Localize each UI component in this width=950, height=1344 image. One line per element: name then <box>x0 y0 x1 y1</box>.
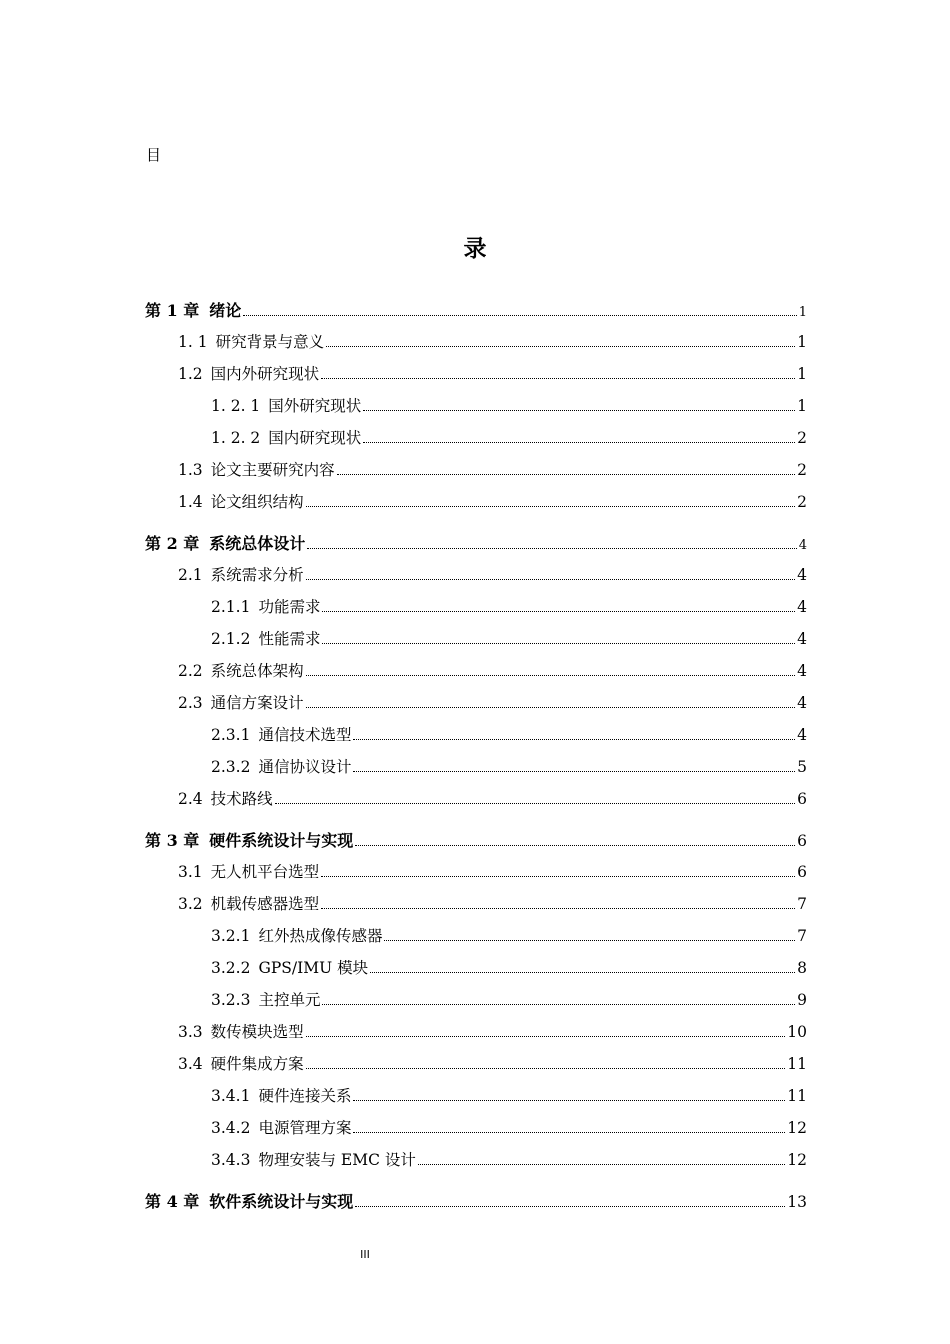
toc-dot-leader <box>353 1132 785 1133</box>
toc-dot-leader <box>306 707 795 708</box>
toc-entry[interactable] <box>178 860 807 882</box>
toc-entry-page: 4 <box>797 598 807 616</box>
toc-entry-number: 3.2.1 <box>211 927 251 945</box>
toc-entry-page: 5 <box>797 758 807 776</box>
toc-dot-leader <box>353 1100 785 1101</box>
toc-entry-page: 1 <box>798 305 807 320</box>
toc-entry-page: 9 <box>797 991 807 1009</box>
toc-entry-title: 硬件系统设计与实现 <box>209 831 354 850</box>
toc-entry[interactable] <box>178 892 807 914</box>
toc-entry-title: 电源管理方案 <box>258 1119 352 1137</box>
toc-dot-leader <box>353 739 795 740</box>
toc-entry-page: 6 <box>797 790 807 808</box>
toc-dot-leader <box>243 315 796 316</box>
toc-dot-leader <box>363 442 795 443</box>
toc-dot-leader <box>337 474 795 475</box>
toc-entry[interactable] <box>211 755 807 777</box>
toc-entry-title: 论文主要研究内容 <box>210 461 335 479</box>
toc-entry[interactable] <box>178 563 807 585</box>
toc-entry-number: 3.3 <box>178 1023 203 1041</box>
toc-entry[interactable] <box>145 828 807 850</box>
toc-entry-page: 13 <box>787 1193 807 1211</box>
toc-entry-number: 第 3 章 <box>145 831 200 850</box>
toc-heading-part-1: 目 <box>146 146 162 164</box>
toc-entry[interactable] <box>178 1052 807 1074</box>
toc-entry[interactable] <box>145 1189 807 1211</box>
toc-entry-title: 主控单元 <box>258 991 321 1009</box>
toc-dot-leader <box>306 506 795 507</box>
toc-entry-page: 4 <box>797 566 807 584</box>
toc-entry-page: 12 <box>787 1119 807 1137</box>
toc-entry[interactable] <box>211 426 807 448</box>
toc-entry-page: 12 <box>787 1151 807 1169</box>
toc-dot-leader <box>322 611 795 612</box>
toc-entry-number: 1. 1 <box>178 333 208 351</box>
toc-entry-page: 2 <box>797 493 807 511</box>
toc-entry[interactable] <box>211 627 807 649</box>
toc-entry[interactable] <box>211 723 807 745</box>
toc-entry-number: 第 1 章 <box>145 301 200 320</box>
toc-entry[interactable] <box>178 458 807 480</box>
toc-entry-title: 物理安装与 EMC 设计 <box>258 1151 416 1169</box>
toc-entry-title: 国内研究现状 <box>268 429 362 447</box>
toc-entry-number: 3.2.2 <box>211 959 251 977</box>
toc-entry-page: 2 <box>797 461 807 479</box>
toc-dot-leader <box>326 346 795 347</box>
toc-entry-number: 2.3.2 <box>211 758 251 776</box>
toc-dot-leader <box>307 548 796 549</box>
toc-entry-title: 绪论 <box>209 301 242 320</box>
toc-dot-leader <box>275 803 795 804</box>
toc-entry-page: 4 <box>797 694 807 712</box>
toc-entry-page: 1 <box>797 333 807 351</box>
toc-entry[interactable] <box>178 490 807 512</box>
toc-entry-number: 第 2 章 <box>145 534 200 553</box>
toc-entry[interactable] <box>145 298 807 320</box>
toc-entry-page: 7 <box>797 927 807 945</box>
toc-entry-page: 4 <box>797 630 807 648</box>
toc-dot-leader <box>306 1068 786 1069</box>
toc-entry-page: 10 <box>787 1023 807 1041</box>
toc-entry-number: 2.3.1 <box>211 726 251 744</box>
toc-dot-leader <box>384 940 795 941</box>
toc-entry-number: 2.1.2 <box>211 630 251 648</box>
toc-entry-page: 6 <box>797 832 807 850</box>
toc-dot-leader <box>322 643 795 644</box>
toc-dot-leader <box>355 845 795 846</box>
toc-entry-title: 技术路线 <box>210 790 273 808</box>
toc-entry[interactable] <box>211 1084 807 1106</box>
toc-entry[interactable] <box>178 330 807 352</box>
toc-entry-title: 研究背景与意义 <box>215 333 325 351</box>
toc-entry-number: 2.1 <box>178 566 203 584</box>
toc-dot-leader <box>306 579 795 580</box>
toc-entry-number: 2.2 <box>178 662 203 680</box>
toc-entry-title: 通信方案设计 <box>210 694 304 712</box>
toc-entry[interactable] <box>211 595 807 617</box>
toc-entry[interactable] <box>178 1020 807 1042</box>
toc-entry[interactable] <box>211 924 807 946</box>
toc-entry-title: 红外热成像传感器 <box>258 927 383 945</box>
toc-entry-number: 2.4 <box>178 790 203 808</box>
toc-entry-title: 通信协议设计 <box>258 758 352 776</box>
toc-entry-title: 性能需求 <box>258 630 321 648</box>
toc-entry-number: 2.1.1 <box>211 598 251 616</box>
toc-entry-page: 11 <box>787 1087 807 1105</box>
toc-entry[interactable] <box>178 787 807 809</box>
toc-entry-number: 1.4 <box>178 493 203 511</box>
toc-entry-title: 系统总体架构 <box>210 662 304 680</box>
toc-entry[interactable] <box>211 1116 807 1138</box>
toc-entry-page: 4 <box>797 662 807 680</box>
toc-entry-number: 3.1 <box>178 863 203 881</box>
toc-entry[interactable] <box>178 362 807 384</box>
toc-dot-leader <box>322 1004 795 1005</box>
toc-heading-part-2: 录 <box>463 235 487 262</box>
toc-entry[interactable] <box>211 988 807 1010</box>
toc-dot-leader <box>306 1036 786 1037</box>
toc-entry-title: 论文组织结构 <box>210 493 304 511</box>
toc-entry-title: 功能需求 <box>258 598 321 616</box>
toc-entry-title: 系统需求分析 <box>210 566 304 584</box>
toc-entry[interactable] <box>211 394 807 416</box>
toc-entry[interactable] <box>211 1148 807 1170</box>
toc-dot-leader <box>321 908 795 909</box>
toc-entry-title: 硬件集成方案 <box>210 1055 304 1073</box>
toc-entry-title: 国外研究现状 <box>268 397 362 415</box>
toc-entry-title: 系统总体设计 <box>209 534 306 553</box>
toc-entry-title: 国内外研究现状 <box>210 365 320 383</box>
toc-dot-leader <box>306 675 795 676</box>
toc-dot-leader <box>353 771 795 772</box>
toc-entry-page: 2 <box>797 429 807 447</box>
toc-entry-page: 1 <box>797 365 807 383</box>
toc-entry-title: 硬件连接关系 <box>258 1087 352 1105</box>
toc-entry-number: 3.4.1 <box>211 1087 251 1105</box>
toc-entry-number: 3.4 <box>178 1055 203 1073</box>
footer-page-number: III <box>360 1248 370 1261</box>
toc-entry-number: 3.2.3 <box>211 991 251 1009</box>
toc-dot-leader <box>355 1206 785 1207</box>
toc-entry-page: 4 <box>798 538 807 553</box>
toc-entry[interactable] <box>178 659 807 681</box>
toc-entry-title: GPS/IMU 模块 <box>258 959 369 977</box>
toc-entry-number: 1.2 <box>178 365 203 383</box>
toc-entry-number: 1. 2. 2 <box>211 429 261 447</box>
toc-entry-number: 3.4.3 <box>211 1151 251 1169</box>
toc-entry[interactable] <box>178 691 807 713</box>
toc-entry-number: 第 4 章 <box>145 1192 200 1211</box>
toc-entry-number: 2.3 <box>178 694 203 712</box>
toc-entry-page: 11 <box>787 1055 807 1073</box>
toc-entry-page: 8 <box>797 959 807 977</box>
toc-entry-title: 数传模块选型 <box>210 1023 304 1041</box>
toc-entry-number: 1. 2. 1 <box>211 397 261 415</box>
toc-entry-page: 7 <box>797 895 807 913</box>
toc-entry-title: 通信技术选型 <box>258 726 352 744</box>
toc-entry[interactable] <box>145 531 807 553</box>
toc-entry-title: 机载传感器选型 <box>210 895 320 913</box>
toc-entry-number: 3.2 <box>178 895 203 913</box>
toc-entry-title: 无人机平台选型 <box>210 863 320 881</box>
toc-entry-page: 6 <box>797 863 807 881</box>
toc-dot-leader <box>418 1164 785 1165</box>
toc-entry-page: 1 <box>797 397 807 415</box>
toc-dot-leader <box>321 378 795 379</box>
toc-entry-number: 1.3 <box>178 461 203 479</box>
toc-dot-leader <box>370 972 795 973</box>
toc-dot-leader <box>321 876 795 877</box>
toc-entry[interactable] <box>211 956 807 978</box>
toc-entry-title: 软件系统设计与实现 <box>209 1192 354 1211</box>
toc-dot-leader <box>363 410 795 411</box>
toc-entry-page: 4 <box>797 726 807 744</box>
toc-entry-number: 3.4.2 <box>211 1119 251 1137</box>
